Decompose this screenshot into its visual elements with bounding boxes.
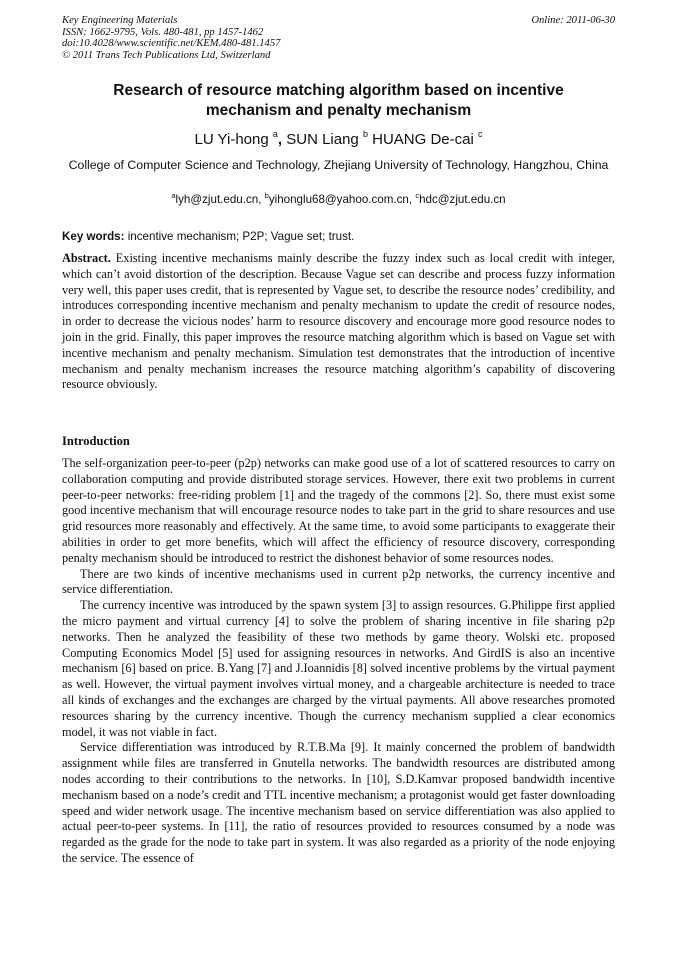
title-line-2: mechanism and penalty mechanism	[205, 101, 472, 119]
email-3-sup: c	[415, 191, 420, 200]
paragraph: The currency incentive was introduced by the spawn system [3] to assign resources. G.Philippe first applied the micro payment and virtual currency [4] to solve the problem of sharing incentive in file sharing p2p networks. Then he analyzed the feasibility of these two methods by game theory. Wolski etc. proposed Computing Economics Model [5] used for assigning resources in networks. And GirdIS is also an incentive mechanism [6] based on price. B.Yang [7] and J.Ioannidis [8] solved incentive problems by the virtual payment as well. However, the virtual payment involves virtual money, and a chargeable architecture is needed to trace all kinds of exchanges and the exchanges are charged by the virtual payments. All above researches promoted resources sharing by the currency incentive. Though the currency mechanism supplied a clear economics model, it was not viable in fact.	[62, 598, 615, 739]
section-title-introduction: Introduction	[62, 434, 130, 448]
paper-title	[62, 81, 615, 120]
email-3[interactable]: hdc@zjut.edu.cn	[419, 193, 506, 206]
author-list	[62, 130, 615, 150]
abstract-label: Abstract.	[62, 251, 111, 265]
author-separator: ,	[277, 131, 283, 148]
doi-line: doi:10.4028/www.scientific.net/KEM.480-481.1457	[62, 38, 281, 49]
paragraph: The self-organization peer-to-peer (p2p) networks can make good use of a lot of scattered resources to carry on collaboration computing and provide distributed storage services. However, there exit two problems in current peer-to-peer networks: free-riding problem [1] and the tragedy of the commons [2]. So, there must exist some good incentive mechanism that will encourage resource nodes to take part in the grid to share resources and use grid resources more reasonably and effectively. At the same time, to avoid some participants to exaggerate their abilities in order to get more benefits, which will affect the efficiency of resource discovery, corresponding penalty mechanism should be introduced to restrict the dishonest behavior of some resources nodes.	[62, 456, 615, 565]
author-2: SUN Liang	[286, 131, 359, 148]
keywords	[62, 230, 615, 244]
online-date: Online: 2011-06-30	[531, 15, 615, 26]
copyright-line: © 2011 Trans Tech Publications Ltd, Switzerland	[62, 49, 271, 61]
email-list	[62, 193, 615, 207]
introduction-body	[62, 456, 615, 867]
email-1[interactable]: lyh@zjut.edu.cn,	[175, 193, 262, 206]
email-2-sup: b	[264, 191, 269, 200]
title-line-1: Research of resource matching algorithm based on incentive	[113, 82, 564, 99]
keywords-text: incentive mechanism; P2P; Vague set; trust.	[127, 230, 355, 243]
author-2-sup: b	[362, 129, 368, 139]
paragraph: Service differentiation was introduced by R.T.B.Ma [9]. It mainly concerned the problem of bandwidth assignment while files are transferred in Gnutella networks. The bandwidth resources are distributed among nodes according to their contributions to the networks. In [10], S.D.Kamvar proposed bandwidth incentive mechanism based on a node’s credit and TTL incentive mechanism; a protagonist would get faster downloading speed and wider network usage. The incentive mechanism based on service differentiation was also applied to actual peer-to-peer systems. In [11], the ratio of resources provided to resources consumed by a node was regarded as the grade for the node to take part in system. It was also regarded as a priority of the node enjoying the service. The essence of	[62, 740, 615, 865]
keywords-label: Key words:	[62, 230, 125, 243]
author-1: LU Yi-hong	[194, 131, 269, 148]
email-2[interactable]: yihonglu68@yahoo.com.cn,	[268, 193, 413, 206]
author-1-sup: a	[272, 129, 278, 139]
journal-name: Key Engineering Materials	[62, 15, 178, 26]
issn-line: ISSN: 1662-9795, Vols. 480-481, pp 1457-1462	[62, 26, 264, 38]
author-3: HUANG De-cai	[372, 131, 474, 148]
abstract-text: Existing incentive mechanisms mainly describe the fuzzy index such as local credit with integer, which can’t avoid distortion of the description. Because Vague set can describe and process fuzzy information very well, this paper uses credit, that is represented by Vague set, to describe the resource nodes’ credibility, and introduces corresponding incentive mechanism and penalty mechanism to update the credit of resource nodes, in order to decrease the vicious nodes’ harm to resource discovery and encourage more good resource nodes to join in the grid. Finally, this paper improves the resource matching algorithm which is based on Vague set with incentive mechanism and penalty mechanism. Simulation test demonstrates that the introduction of incentive mechanism and penalty mechanism increases the resource matching algorithm’s capability of discovering resource obviously.	[62, 251, 615, 392]
paragraph: There are two kinds of incentive mechanisms used in current p2p networks, the currency incentive and service differentiation.	[62, 566, 615, 597]
journal-header	[62, 15, 615, 61]
affiliation: College of Computer Science and Technology, Zhejiang University of Technology, Hangzhou, China	[68, 158, 609, 172]
email-1-sup: a	[171, 191, 176, 200]
author-3-sup: c	[478, 129, 483, 139]
abstract	[62, 251, 615, 393]
